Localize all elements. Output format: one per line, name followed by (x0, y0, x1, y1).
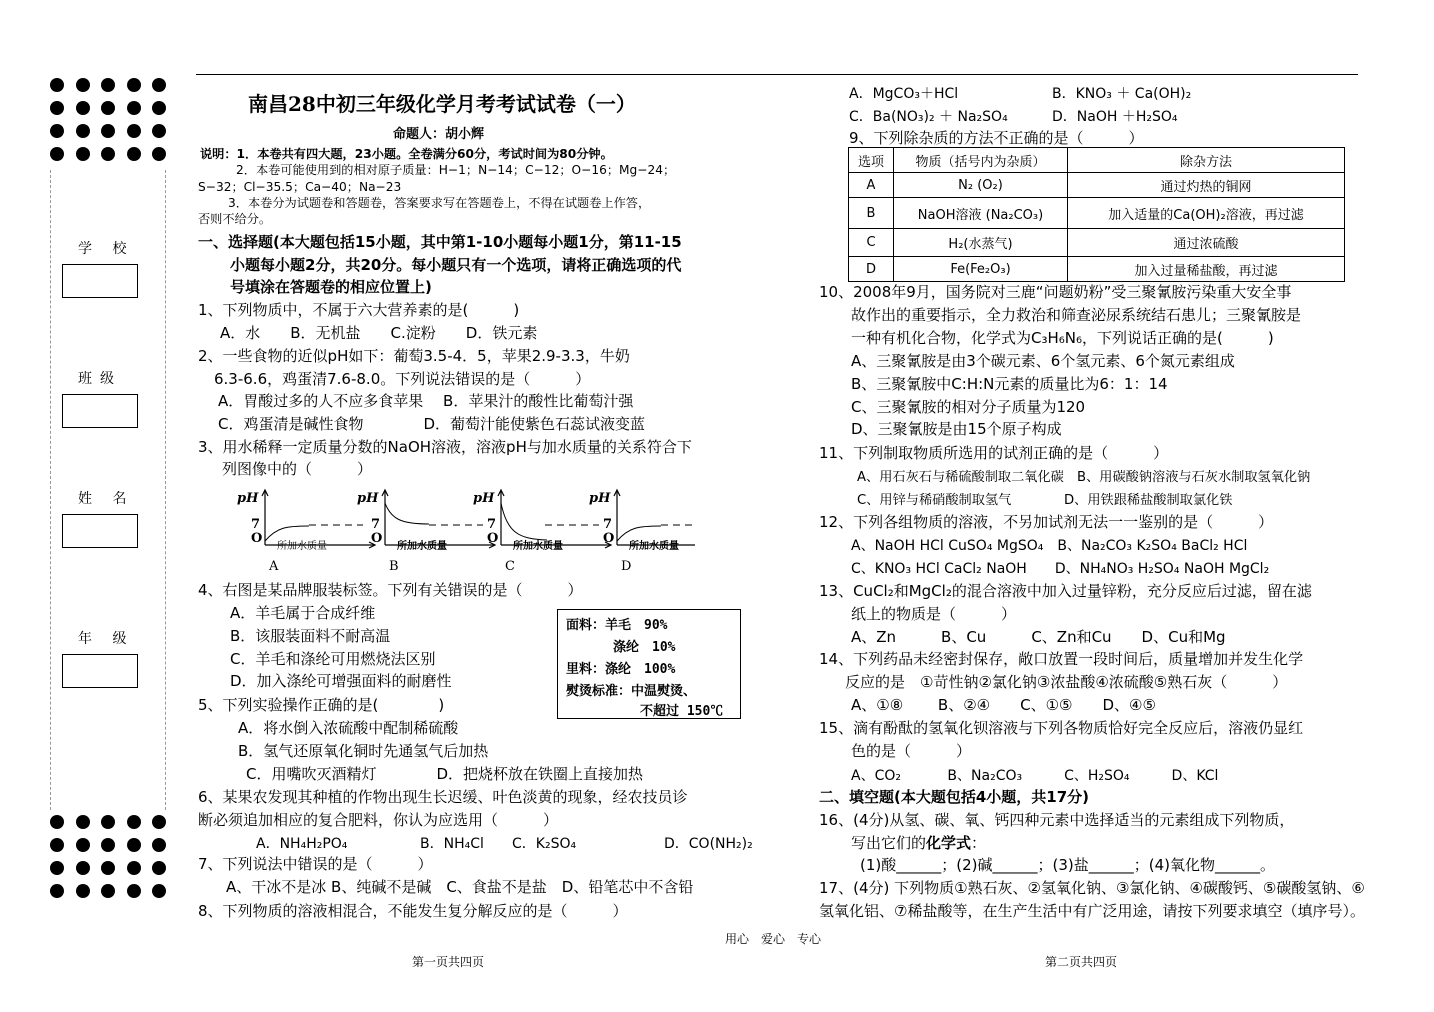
footer-page-2: 第二页共四页 (1045, 955, 1118, 969)
q13-options: A、Zn B、Cu C、Zn和Cu D、Cu和Mg (851, 628, 1226, 646)
q4-option-b: B．该服装面料不耐高温 (230, 627, 391, 645)
grade-label: 年 级 (78, 631, 135, 647)
q5-options-cd: C．用嘴吹灭酒精灯 D．把烧杯放在铁圈上直接加热 (246, 765, 644, 783)
graph-b-letter: B (389, 559, 399, 574)
clothing-tag (557, 609, 741, 719)
graph-c-letter: C (505, 559, 515, 574)
q11-stem: 11、下列制取物质所选用的试剂正确的是（ ） (819, 444, 1169, 462)
table-row (849, 257, 1345, 282)
q2-options-ab: A．胃酸过多的人不应多食苹果 B．苹果汁的酸性比葡萄汁强 (218, 392, 634, 410)
graph-d-origin-label: O (603, 531, 615, 546)
q8-option-c: C．Ba(NO₃)₂ ＋ Na₂SO₄ (849, 109, 1008, 125)
author-line: 命题人：胡小辉 (393, 127, 485, 142)
q4-option-a: A．羊毛属于合成纤维 (230, 604, 376, 622)
q9-row-a-substance: N₂ (O₂) (894, 173, 1068, 198)
graph-b-curve (385, 503, 429, 524)
q10-option-c: C、三聚氰胺的相对分子质量为120 (851, 398, 1086, 416)
q14-stem-2: 反应的是 ①苛性钠②氯化钠③浓盐酸④浓硫酸⑤熟石灰（ ） (845, 673, 1288, 691)
graph-a-seven-label: 7 (251, 517, 261, 532)
q1-options: A．水 B．无机盐 C.淀粉 D．铁元素 (220, 324, 538, 342)
q9-header-option: 选项 (849, 148, 894, 173)
name-label: 姓 名 (78, 491, 135, 507)
q9-row-a-method: 通过灼热的铜网 (1068, 173, 1345, 198)
note-line-4: 3．本卷分为试题卷和答题卷，答案要求写在答题卷上，不得在试题卷上作答， (228, 196, 651, 210)
q9-row-d-substance: Fe(Fe₂O₃) (894, 257, 1068, 282)
q5-option-b: B．氢气还原氧化铜时先通氢气后加热 (238, 742, 489, 760)
q4-option-c: C．羊毛和涤纶可用燃烧法区别 (230, 650, 436, 668)
grade-box[interactable] (62, 654, 138, 688)
binding-line-right (165, 170, 166, 810)
graph-a-y-label: pH (237, 491, 259, 506)
q9-row-c-substance: H₂(水蒸气) (894, 229, 1068, 257)
tag-line-4: 熨烫标准：中温熨烫、 (566, 684, 697, 699)
q16-stem-1: 16、(4分)从氢、碳、氧、钙四种元素中选择适当的元素组成下列物质， (819, 811, 1295, 829)
q5-stem: 5、下列实验操作正确的是( ) (198, 696, 445, 714)
table-row (849, 173, 1345, 198)
q3-graphs (225, 485, 695, 575)
table-row (849, 229, 1345, 257)
name-box[interactable] (62, 514, 138, 548)
q9-row-d-method: 加入过量稀盐酸，再过滤 (1068, 257, 1345, 282)
q3-stem-1: 3、用水稀释一定质量分数的NaOH溶液，溶液pH与加水质量的关系符合下 (198, 438, 692, 456)
q9-row-b-substance: NaOH溶液 (Na₂CO₃) (894, 198, 1068, 229)
q16-stem-2 (851, 832, 986, 853)
graph-c-y-label: pH (473, 491, 495, 506)
graph-a-origin-label: O (251, 531, 263, 546)
graph-a-x-label: 所加水质量 (277, 541, 327, 552)
graph-b-origin-label: O (371, 531, 383, 546)
q4-option-d: D．加入涤纶可增强面料的耐磨性 (230, 672, 452, 690)
q12-options-cd: C、KNO₃ HCl CaCl₂ NaOH D、NH₄NO₃ H₂SO₄ NaOH MgCl₂ (851, 561, 1270, 577)
graph-d-letter: D (621, 559, 632, 574)
q9-row-a-option: A (849, 173, 894, 198)
q9-table-header (849, 148, 1345, 173)
tag-line-1: 面料：羊毛 90% (566, 618, 668, 633)
graph-b-seven-label: 7 (371, 517, 381, 532)
class-label: 班级 (78, 371, 122, 387)
q2-stem-1: 2、一些食物的近似pH如下：葡萄3.5-4．5，苹果2.9-3.3，牛奶 (198, 347, 630, 365)
graph-a-curve (265, 526, 309, 541)
q6-option-d: D．CO(NH₂)₂ (664, 836, 753, 852)
tag-line-3: 里料：涤纶 100% (566, 662, 676, 677)
q6-option-b: B．NH₄Cl (420, 836, 484, 852)
q12-options-ab: A、NaOH HCl CuSO₄ MgSO₄ B、Na₂CO₃ K₂SO₄ BaCl₂ HCl (851, 538, 1248, 554)
class-box[interactable] (62, 394, 138, 428)
q9-row-b-option: B (849, 198, 894, 229)
q2-options-cd: C．鸡蛋清是碱性食物 D．葡萄汁能使紫色石蕊试液变蓝 (218, 415, 646, 433)
q14-stem-1: 14、下列药品未经密封保存，敞口放置一段时间后，质量增加并发生化学 (819, 650, 1304, 668)
graph-c-origin-label: O (487, 531, 499, 546)
q4-stem: 4、右图是某品牌服装标签。下列有关错误的是（ ） (198, 581, 583, 599)
q9-header-method: 除杂方法 (1068, 148, 1345, 173)
q15-stem-1: 15、滴有酚酞的氢氧化钡溶液与下列各物质恰好完全反应后，溶液仍显红 (819, 719, 1304, 737)
q9-stem: 9、下列除杂质的方法不正确的是（ ） (849, 129, 1144, 147)
note-line-5: 否则不给分。 (198, 212, 272, 226)
q8-option-b: B．KNO₃ ＋ Ca(OH)₂ (1052, 86, 1192, 102)
q10-option-d: D、三聚氰胺是由15个原子构成 (851, 420, 1062, 438)
q9-table (848, 147, 1345, 282)
graph-c-curve (501, 503, 547, 540)
note-line-2: 2．本卷可能使用到的相对原子质量：H−1；N−14；C−12；O−16；Mg−24； (236, 163, 676, 177)
q16-chemical-formula: 化学式 (926, 834, 972, 852)
section2-heading: 二、填空题(本大题包括4小题，共17分) (819, 788, 1090, 806)
q9-row-d-option: D (849, 257, 894, 282)
graph-c-seven-label: 7 (487, 517, 497, 532)
q3-stem-2: 列图像中的（ ） (222, 460, 373, 478)
q9-row-c-option: C (849, 229, 894, 257)
q5-option-a: A．将水倒入浓硫酸中配制稀硫酸 (238, 719, 459, 737)
q15-options: A、CO₂ B、Na₂CO₃ C、H₂SO₄ D、KCl (851, 768, 1219, 784)
q13-stem-2: 纸上的物质是（ ） (851, 605, 1017, 623)
table-row (849, 198, 1345, 229)
tag-line-5: 不超过 150℃ (640, 704, 724, 719)
q8-stem: 8、下列物质的溶液相混合，不能发生复分解反应的是（ ） (198, 902, 628, 920)
q17-stem-1: 17、(4分) 下列物质①熟石灰、②氢氧化钠、③氯化钠、④碳酸钙、⑤碳酸氢钠、⑥ (819, 879, 1365, 897)
graph-d-curve (617, 526, 661, 541)
graph-c-x-label: 所加水质量 (513, 541, 563, 552)
graph-a-letter: A (269, 559, 279, 574)
graph-d-y-label: pH (589, 491, 611, 506)
q15-stem-2: 色的是（ ） (851, 742, 972, 760)
graph-b-x-label: 所加水质量 (397, 541, 447, 552)
top-rule (196, 74, 1358, 75)
q6-stem-1: 6、某果农发现其种植的作物出现生长迟缓、叶色淡黄的现象，经农技员诊 (198, 788, 688, 806)
q6-option-c: C．K₂SO₄ (512, 836, 577, 852)
q10-option-a: A、三聚氰胺是由3个碳元素、6个氢元素、6个氮元素组成 (851, 352, 1235, 370)
footer-page-1: 第一页共四页 (412, 955, 485, 969)
q12-stem: 12、下列各组物质的溶液，不另加试剂无法一一鉴别的是（ ） (819, 513, 1274, 531)
section1-heading-3: 号填涂在答题卷的相应位置上) (230, 278, 432, 296)
q10-stem-3: 一种有机化合物，化学式为C₃H₆N₆，下列说话正确的是( ) (851, 329, 1274, 347)
graph-b-y-label: pH (357, 491, 379, 506)
binding-dots-bottom (50, 815, 166, 907)
q10-stem-1: 10、2008年9月，国务院对三鹿“问题奶粉”受三聚氰胺污染重大安全事 (819, 283, 1292, 301)
q1-stem: 1、下列物质中，不属于六大营养素的是( ) (198, 301, 520, 319)
q2-stem-2: 6.3-6.6，鸡蛋清7.6-8.0。下列说法错误的是（ ） (214, 370, 591, 388)
q8-option-a: A．MgCO₃＋HCl (849, 86, 959, 102)
binding-line-left (50, 170, 51, 810)
binding-dots-top (50, 78, 166, 170)
note-line-1: 说明：1．本卷共有四大题，23小题。全卷满分60分，考试时间为80分钟。 (200, 147, 613, 161)
graph-d-seven-label: 7 (603, 517, 613, 532)
q9-row-c-method: 通过浓硫酸 (1068, 229, 1345, 257)
q14-options: A、①⑧ B、②④ C、①⑤ D、④⑤ (851, 696, 1156, 714)
q6-option-a: A．NH₄H₂PO₄ (256, 836, 348, 852)
q9-header-substance: 物质（括号内为杂质） (894, 148, 1068, 173)
q16-blanks: (1)酸______；(2)碱______；(3)盐______；(4)氧化物______。 (860, 856, 1275, 874)
tag-line-2: 涤纶 10% (613, 640, 676, 655)
note-line-3: S−32；Cl−35.5；Ca−40；Na−23 (198, 180, 402, 194)
q8-option-d: D．NaOH ＋H₂SO₄ (1052, 109, 1178, 125)
page-title: 南昌28中初三年级化学月考考试试卷（一） (248, 92, 636, 116)
q7-stem: 7、下列说法中错误的是（ ） (198, 855, 433, 873)
q6-stem-2: 断必须追加相应的复合肥料，你认为应选用（ ） (198, 811, 559, 829)
section1-heading-2: 小题每小题2分，共20分。每小题只有一个选项，请将正确选项的代 (230, 256, 682, 274)
q10-stem-2: 故作出的重要指示，全力救治和筛查泌尿系统结石患儿；三聚氰胺是 (851, 306, 1302, 324)
q13-stem-1: 13、CuCl₂和MgCl₂的混合溶液中加入过量锌粉，充分反应后过滤，留在滤 (819, 582, 1312, 600)
q11-options-cd: C、用锌与稀硝酸制取氢气 D、用铁跟稀盐酸制取氯化铁 (857, 493, 1233, 508)
q16-colon: ： (971, 834, 987, 852)
q11-options-ab: A、用石灰石与稀硫酸制取二氧化碳 B、用碳酸钠溶液与石灰水制取氢氧化钠 (857, 470, 1311, 485)
q17-stem-2: 氢氧化铝、⑦稀盐酸等，在生产生活中有广泛用途，请按下列要求填空（填序号）。 (819, 902, 1365, 920)
footer-motto: 用心 爱心 专心 (725, 932, 822, 946)
q9-row-b-method: 加入适量的Ca(OH)₂溶液，再过滤 (1068, 198, 1345, 229)
school-box[interactable] (62, 264, 138, 298)
q10-option-b: B、三聚氰胺中C:H:N元素的质量比为6：1：14 (851, 375, 1168, 393)
section1-heading-1: 一、选择题(本大题包括15小题，其中第1-10小题每小题1分，第11-15 (198, 233, 682, 251)
graph-d-x-label: 所加水质量 (629, 541, 679, 552)
q7-options: A、干冰不是冰 B、纯碱不是碱 C、食盐不是盐 D、铅笔芯中不含铅 (226, 878, 694, 896)
q16-stem-2-text: 写出它们的 (851, 834, 927, 852)
school-label: 学 校 (78, 241, 135, 257)
